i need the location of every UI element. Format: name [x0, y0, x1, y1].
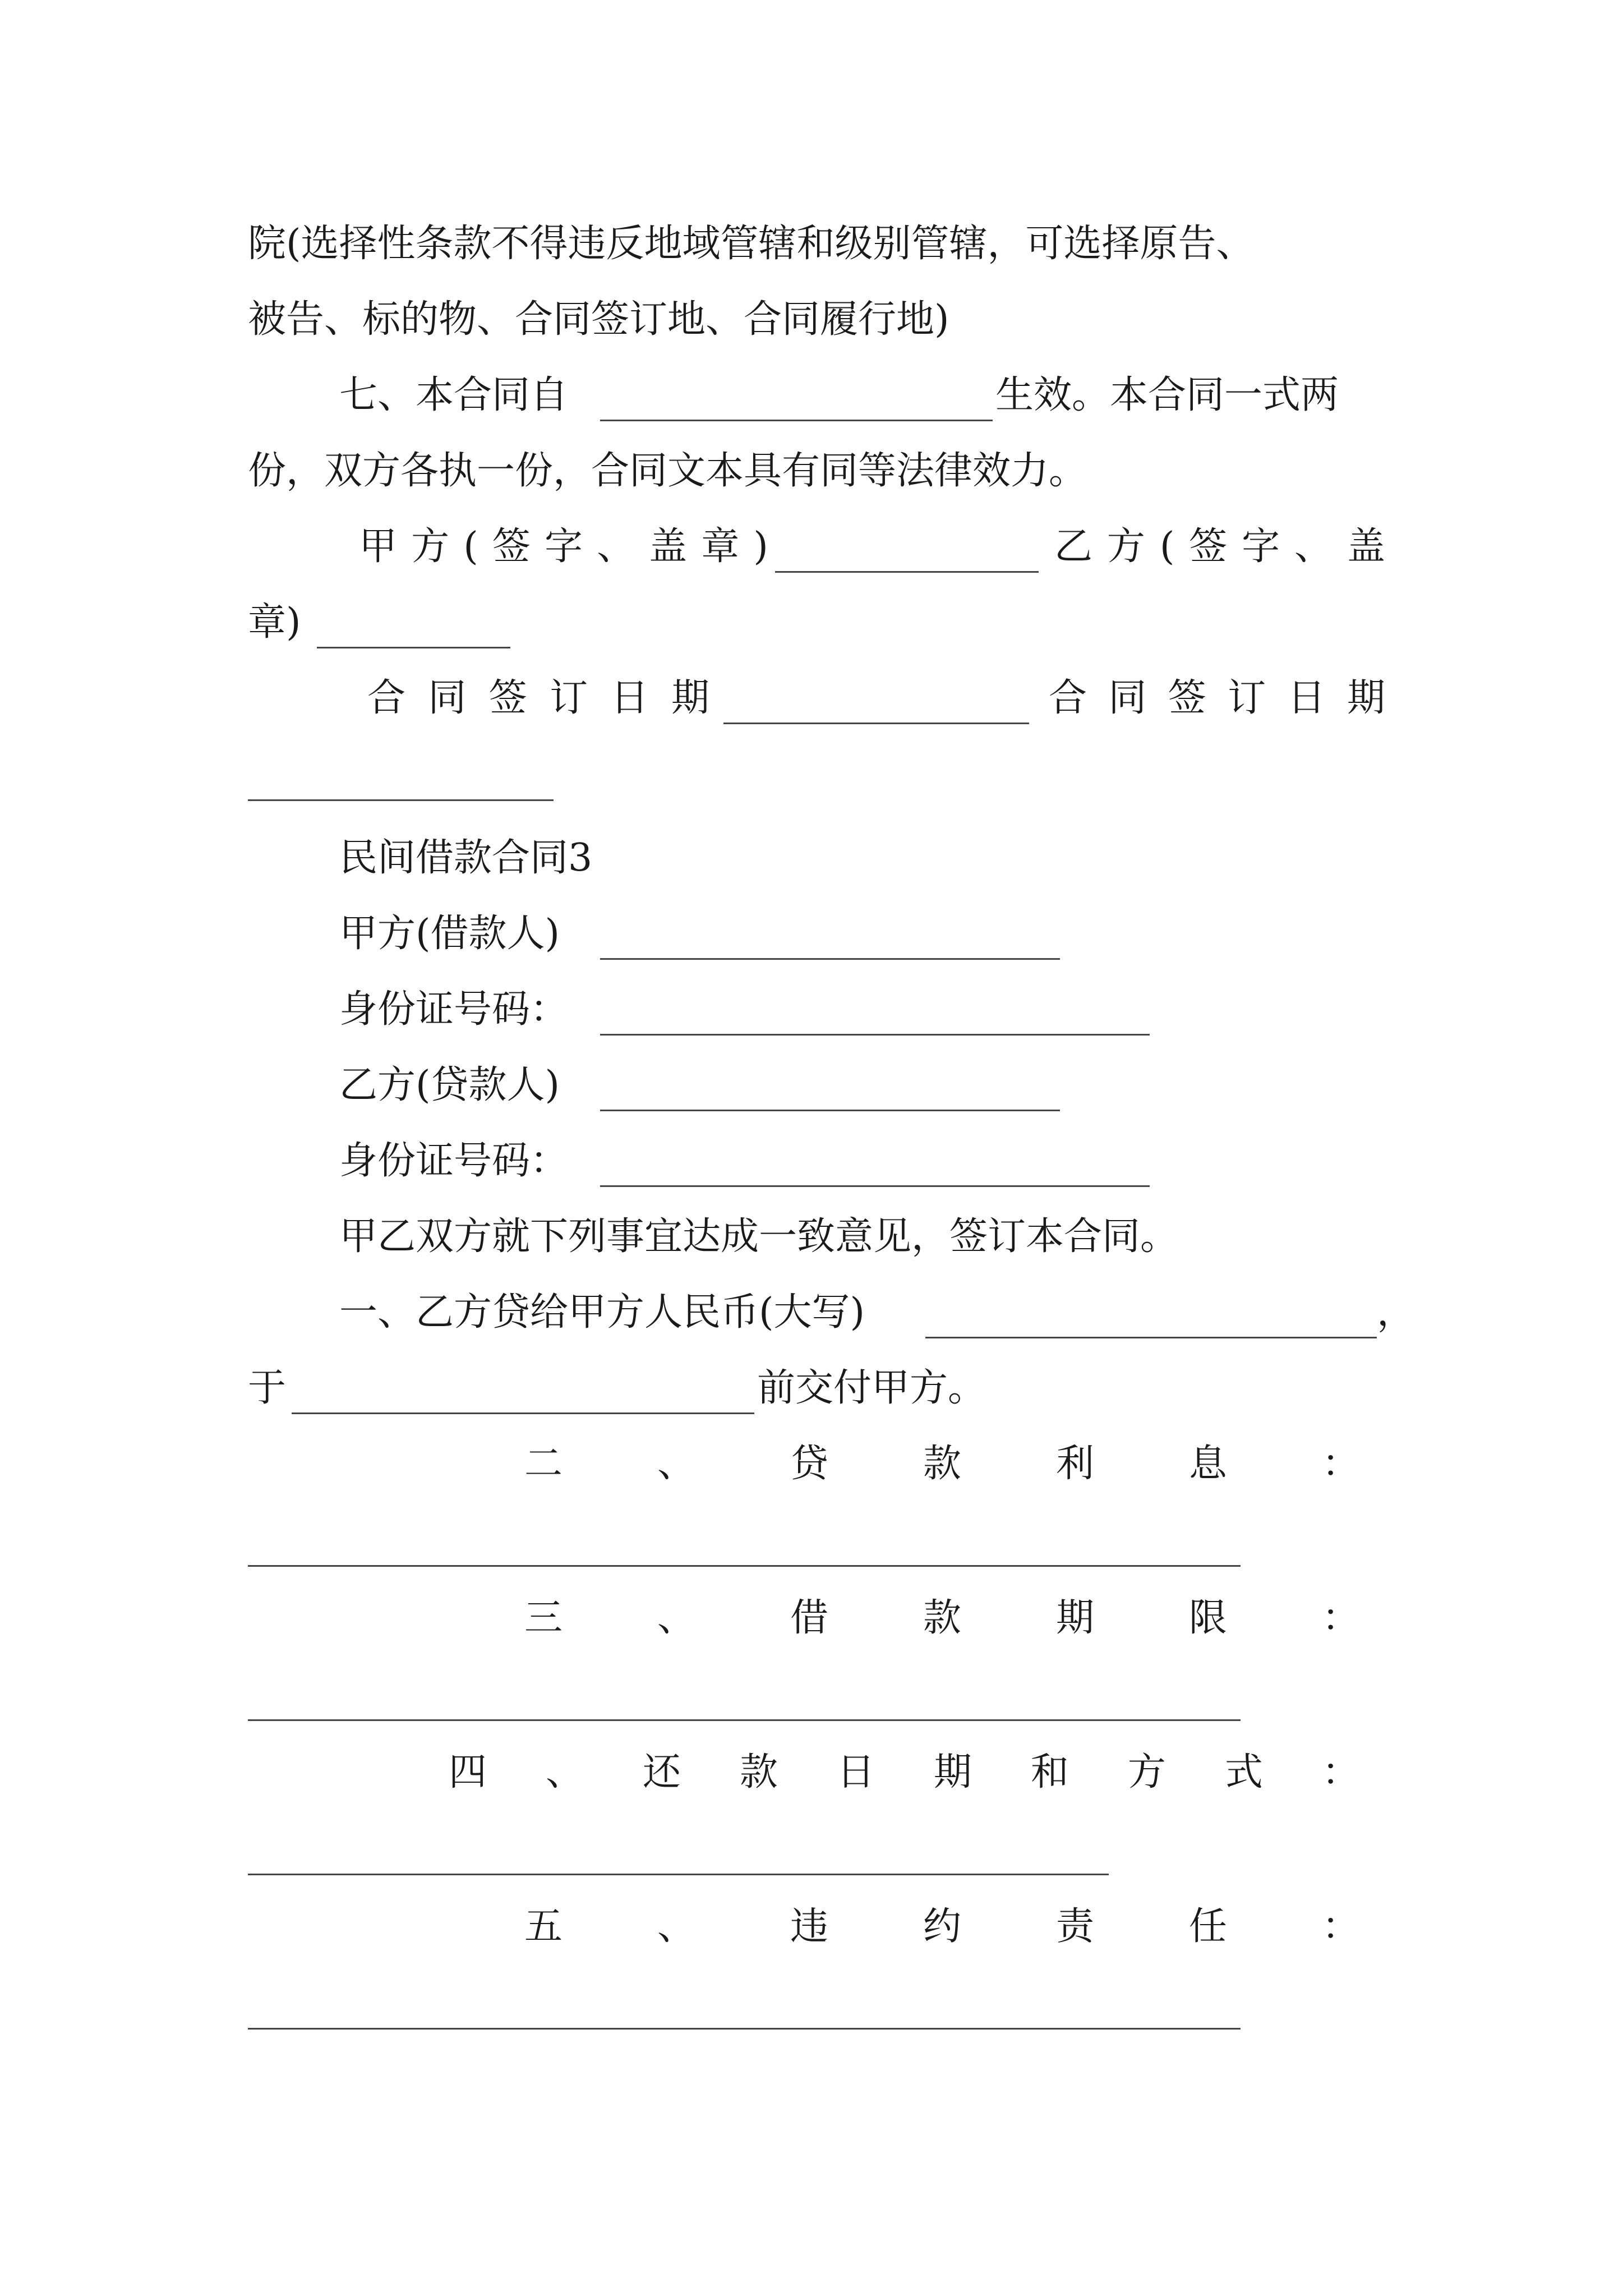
item-2-char: 、	[657, 1442, 695, 1486]
item-2-heading	[524, 1428, 1360, 1501]
party-a-line	[0, 898, 1623, 970]
item-2-char: 息	[1188, 1442, 1227, 1486]
sig-a-char: 签	[492, 524, 531, 569]
signature-line	[0, 510, 1623, 583]
item-4-char: 、	[545, 1750, 584, 1795]
item-4-char: 式	[1224, 1750, 1263, 1795]
sig-a-char: (	[463, 524, 478, 569]
intro-text: 甲乙双方就下列事宜达成一致意见，签订本合同。	[339, 1214, 1179, 1259]
clause-7-line2	[0, 435, 1623, 508]
sig-b-char: 签	[1189, 524, 1228, 569]
sig-a-char: )	[753, 524, 768, 569]
sig-a-char: 字	[544, 524, 583, 569]
date-a-char: 合	[367, 676, 406, 720]
paragraph-jurisdiction-line2	[0, 283, 1623, 356]
blank-party-a-date[interactable]	[723, 723, 1029, 724]
item-3-char: ：	[1321, 1596, 1360, 1640]
clause-7-copies: 份，双方各执一份，合同文本具有同等法律效力。	[248, 449, 1087, 493]
clause-7-line1	[0, 359, 1623, 432]
sig-b-char: (	[1159, 524, 1175, 569]
party-b-date-label	[1049, 662, 1385, 735]
sig-a-char: 方	[411, 524, 450, 569]
item-4-heading	[449, 1736, 1360, 1809]
item-5-char: 约	[923, 1904, 961, 1949]
party-a-label: 甲方(借款人)	[339, 912, 560, 956]
date-a-char: 期	[671, 676, 709, 720]
date-a-char: 同	[428, 676, 467, 720]
party-a-date-label	[367, 662, 709, 735]
blank-party-b-signature[interactable]	[317, 647, 510, 648]
item-1-yu: 于	[248, 1366, 287, 1410]
date-b-char: 签	[1168, 676, 1206, 720]
blank-repayment-terms[interactable]	[248, 1874, 1109, 1875]
contract-3-title: 民间借款合同3	[339, 836, 593, 880]
item-4-char: 和	[1030, 1750, 1069, 1795]
blank-borrower-id[interactable]	[600, 1034, 1150, 1036]
item-2-char: 二	[524, 1442, 563, 1486]
party-b-signature-label	[1054, 510, 1385, 583]
blank-lender-id[interactable]	[600, 1185, 1150, 1187]
text-jurisdiction-line1: 院(选择性条款不得违反地域管辖和级别管辖，可选择原告、	[248, 222, 1255, 266]
item-2-char: ：	[1321, 1442, 1360, 1486]
date-b-char: 日	[1287, 676, 1326, 720]
sig-b-char: 乙	[1054, 524, 1093, 569]
blank-breach-liability[interactable]	[248, 2028, 1241, 2030]
intro-line	[0, 1200, 1623, 1273]
sig-a-char: 甲	[359, 524, 398, 569]
date-a-char: 订	[550, 676, 588, 720]
item-4-line	[0, 1736, 1623, 1809]
date-a-char: 日	[610, 676, 649, 720]
signature-line-continued	[0, 586, 1623, 659]
item-1-comma: ，	[1377, 1290, 1415, 1335]
item-4-char: ：	[1321, 1750, 1360, 1795]
paragraph-jurisdiction-line1	[0, 208, 1623, 280]
sig-b-char: 、	[1294, 524, 1333, 569]
item-5-heading	[524, 1890, 1360, 1963]
item-3-char: 、	[657, 1596, 695, 1640]
blank-loan-interest[interactable]	[248, 1565, 1241, 1567]
date-b-char: 同	[1108, 676, 1147, 720]
item-1-line	[0, 1276, 1623, 1349]
date-a-char: 签	[488, 676, 527, 720]
sig-a-char: 、	[597, 524, 635, 569]
item-2-char: 贷	[790, 1442, 828, 1486]
item-3-heading	[524, 1582, 1360, 1655]
contract-3-title-line	[0, 822, 1623, 895]
item-3-char: 限	[1188, 1596, 1227, 1640]
item-1-prefix: 一、乙方贷给甲方人民币(大写)	[339, 1290, 865, 1335]
item-5-line	[0, 1890, 1623, 1963]
sig-a-char: 章	[701, 524, 740, 569]
sig-b-char: 字	[1242, 524, 1280, 569]
item-1-suffix: 前交付甲方。	[757, 1366, 986, 1410]
id-b-line	[0, 1125, 1623, 1198]
party-b-signature-end: 章)	[248, 600, 301, 645]
item-2-line	[0, 1428, 1623, 1501]
item-4-char: 还	[642, 1750, 681, 1795]
clause-7-suffix: 生效。本合同一式两	[995, 373, 1339, 417]
item-4-char: 期	[933, 1750, 972, 1795]
sig-b-char: 方	[1106, 524, 1145, 569]
blank-loan-term[interactable]	[248, 1719, 1241, 1721]
item-2-char: 款	[923, 1442, 961, 1486]
blank-delivery-date[interactable]	[292, 1412, 754, 1414]
blank-loan-amount[interactable]	[925, 1337, 1377, 1338]
item-3-char: 款	[923, 1596, 961, 1640]
date-b-char: 订	[1228, 676, 1266, 720]
item-4-char: 四	[449, 1750, 487, 1795]
blank-effective-date[interactable]	[600, 420, 993, 421]
item-5-char: 五	[524, 1904, 563, 1949]
clause-7-prefix: 七、本合同自	[339, 373, 569, 417]
item-4-char: 方	[1127, 1750, 1166, 1795]
party-b-line	[0, 1049, 1623, 1122]
id-b-label: 身份证号码：	[339, 1139, 569, 1183]
item-3-char: 三	[524, 1596, 563, 1640]
id-a-label: 身份证号码：	[339, 987, 569, 1032]
blank-lender-name[interactable]	[600, 1110, 1060, 1111]
item-5-char: 违	[790, 1904, 828, 1949]
sig-b-char: 盖	[1347, 524, 1385, 569]
item-3-char: 期	[1055, 1596, 1094, 1640]
item-5-char: 责	[1055, 1904, 1094, 1949]
party-a-signature-label	[359, 510, 768, 583]
blank-party-b-date[interactable]	[248, 799, 554, 801]
item-4-char: 日	[836, 1750, 875, 1795]
item-5-char: 任	[1188, 1904, 1227, 1949]
item-3-line	[0, 1582, 1623, 1655]
item-3-char: 借	[790, 1596, 828, 1640]
id-a-line	[0, 973, 1623, 1046]
signing-date-line	[0, 662, 1623, 735]
blank-party-a-signature[interactable]	[775, 571, 1039, 573]
date-b-char: 期	[1347, 676, 1385, 720]
party-b-label: 乙方(贷款人)	[339, 1063, 560, 1107]
date-b-char: 合	[1049, 676, 1087, 720]
text-jurisdiction-line2: 被告、标的物、合同签订地、合同履行地)	[248, 297, 949, 342]
item-1-line2	[0, 1352, 1623, 1425]
item-5-char: ：	[1321, 1904, 1360, 1949]
blank-borrower-name[interactable]	[600, 958, 1060, 960]
item-2-char: 利	[1055, 1442, 1094, 1486]
item-4-char: 款	[739, 1750, 778, 1795]
sig-a-char: 盖	[649, 524, 688, 569]
item-5-char: 、	[657, 1904, 695, 1949]
